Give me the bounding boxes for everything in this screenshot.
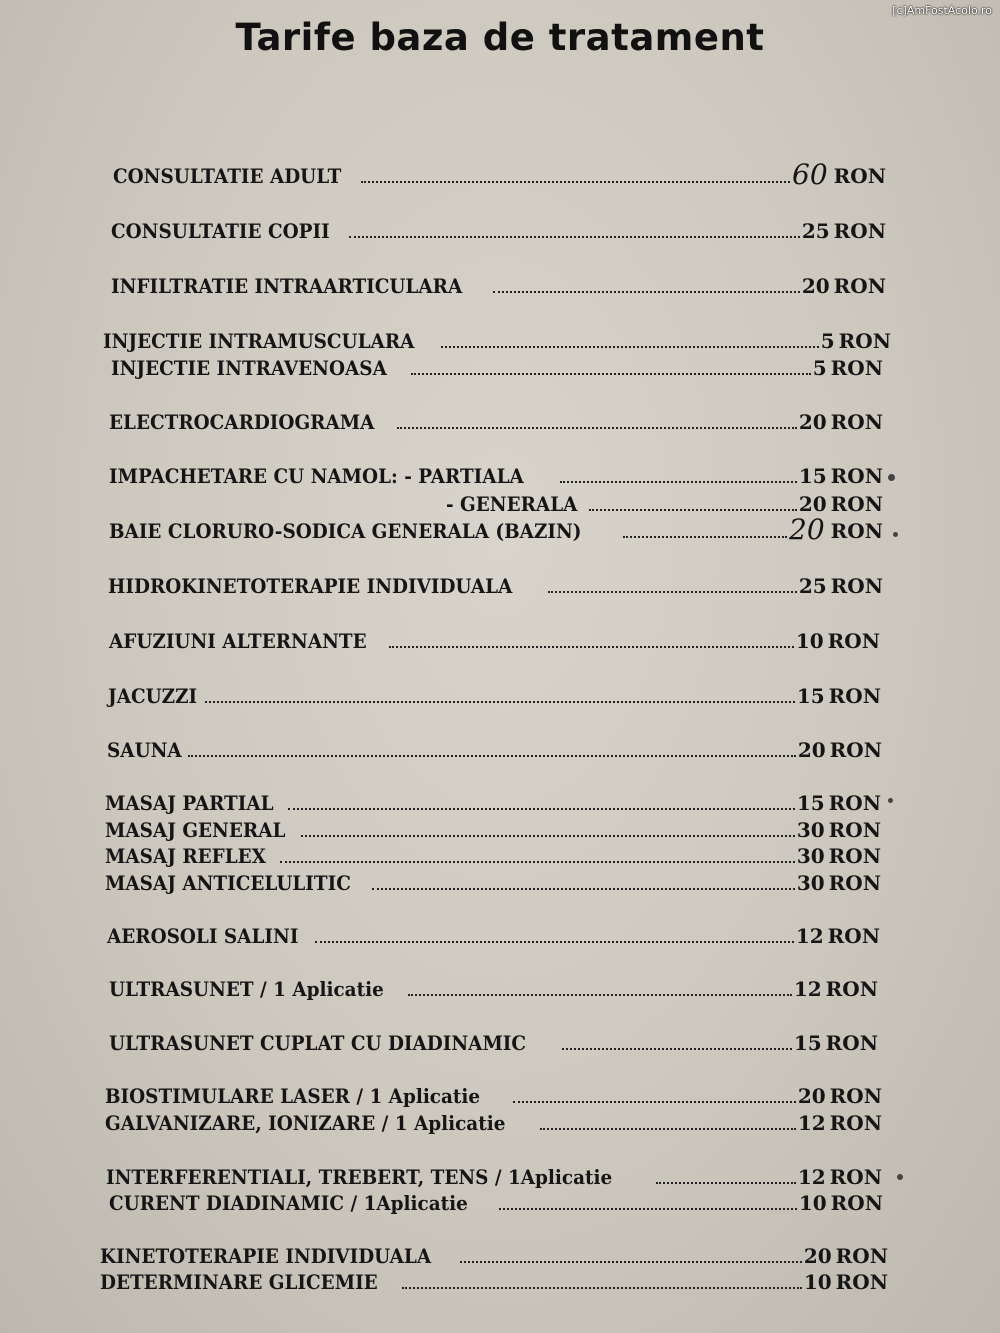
currency: RON: [827, 629, 880, 653]
dot-leader: [411, 373, 811, 375]
dot-leader: [548, 591, 797, 593]
price-value: 5: [812, 356, 827, 380]
service-label: BIOSTIMULARE LASER / 1 Aplicatie: [105, 1084, 481, 1108]
service-price: [802, 219, 886, 243]
price-value: 30: [796, 844, 825, 868]
price-value: 12: [793, 977, 822, 1001]
service-label: AFUZIUNI ALTERNANTE: [109, 629, 367, 653]
dot-leader: [408, 994, 792, 996]
service-label: AEROSOLI SALINI: [107, 924, 299, 948]
service-price: [802, 274, 886, 298]
price-row-jacuzzi: [108, 680, 881, 708]
price-value: 12: [795, 924, 824, 948]
currency: RON: [838, 329, 891, 353]
price-row-injectie-iv: [111, 352, 883, 380]
service-label: GALVANIZARE, IONIZARE / 1 Aplicatie: [105, 1111, 506, 1135]
currency: RON: [829, 1084, 882, 1108]
handwritten-price: 60: [792, 158, 828, 191]
service-label: MASAJ ANTICELULITIC: [105, 871, 351, 895]
service-price: [796, 629, 880, 653]
price-row-masaj-anticelulitic: [105, 867, 881, 895]
currency: RON: [828, 818, 881, 842]
dot-leader: [397, 427, 796, 429]
dot-leader: [562, 1048, 791, 1050]
price-row-impachetare-generala: [446, 488, 883, 516]
service-price: [789, 513, 883, 546]
dot-leader: [280, 861, 795, 863]
dot-leader: [315, 941, 794, 943]
service-price: [794, 977, 878, 1001]
dot-leader: [623, 536, 787, 538]
service-label: HIDROKINETOTERAPIE INDIVIDUALA: [108, 574, 513, 598]
dot-leader: [349, 236, 800, 238]
currency: RON: [825, 977, 878, 1001]
dot-leader: [499, 1208, 797, 1210]
currency: RON: [830, 574, 883, 598]
pen-mark: [893, 532, 898, 537]
price-value: 15: [796, 791, 825, 815]
service-label: SAUNA: [107, 738, 182, 762]
dot-leader: [188, 755, 796, 757]
service-label: CONSULTATIE COPII: [111, 219, 330, 243]
price-row-infiltratie: [111, 270, 886, 298]
price-row-injectie-im: [103, 325, 891, 353]
currency: RON: [828, 844, 881, 868]
service-price: [799, 574, 883, 598]
service-price: [797, 818, 881, 842]
service-price: [799, 1191, 883, 1215]
price-value: 20: [801, 274, 830, 298]
service-price: [798, 1111, 882, 1135]
currency: RON: [828, 871, 881, 895]
service-price: [799, 410, 883, 434]
price-value: 20: [803, 1244, 832, 1268]
service-price: [798, 738, 882, 762]
price-value: 12: [797, 1165, 826, 1189]
service-label: KINETOTERAPIE INDIVIDUALA: [100, 1244, 432, 1268]
price-value: 20: [797, 1084, 826, 1108]
dot-leader: [460, 1261, 802, 1263]
currency: RON: [830, 519, 883, 543]
dot-leader: [288, 808, 795, 810]
price-row-interferentiali: [106, 1161, 882, 1189]
currency: RON: [830, 356, 883, 380]
currency: RON: [830, 1191, 883, 1215]
service-price: [821, 329, 891, 353]
service-price: [799, 464, 883, 488]
price-row-ultrasunet: [109, 973, 878, 1001]
price-value: 20: [797, 738, 826, 762]
service-label: ULTRASUNET / 1 Aplicatie: [109, 977, 384, 1001]
currency: RON: [828, 791, 881, 815]
service-label: MASAJ PARTIAL: [105, 791, 274, 815]
price-value: 5: [820, 329, 835, 353]
currency: RON: [833, 164, 886, 188]
price-row-ultrasunet-diadinamic: [109, 1027, 878, 1055]
dot-leader: [389, 646, 794, 648]
currency: RON: [829, 1165, 882, 1189]
price-row-consultatie-copii: [111, 215, 886, 243]
service-label: INTERFERENTIALI, TREBERT, TENS / 1Aplicatie: [106, 1165, 613, 1189]
service-label: CURENT DIADINAMIC / 1Aplicatie: [109, 1191, 468, 1215]
price-row-biostimulare-laser: [105, 1080, 882, 1108]
service-label: CONSULTATIE ADULT: [113, 164, 342, 188]
pen-mark: [888, 474, 895, 481]
price-value: 15: [796, 684, 825, 708]
price-value: 10: [798, 1191, 827, 1215]
service-price: [798, 1084, 882, 1108]
currency: RON: [829, 738, 882, 762]
price-row-masaj-general: [105, 814, 881, 842]
service-label: INFILTRATIE INTRAARTICULARA: [111, 274, 463, 298]
currency: RON: [829, 1111, 882, 1135]
price-value: 30: [796, 871, 825, 895]
price-row-hidrokinetoterapie: [108, 570, 883, 598]
service-price: [796, 924, 880, 948]
service-price: [804, 1244, 888, 1268]
price-row-aerosoli: [107, 920, 880, 948]
service-label: MASAJ GENERAL: [105, 818, 286, 842]
service-label: ELECTROCARDIOGRAMA: [109, 410, 375, 434]
currency: RON: [833, 274, 886, 298]
price-row-galvanizare: [105, 1107, 882, 1135]
price-value: 20: [798, 410, 827, 434]
service-label: INJECTIE INTRAMUSCULARA: [103, 329, 415, 353]
price-row-masaj-partial: [105, 787, 881, 815]
price-value: 15: [798, 464, 827, 488]
dot-leader: [560, 481, 797, 483]
currency: RON: [825, 1031, 878, 1055]
price-row-afuziuni: [109, 625, 880, 653]
service-price: [804, 1270, 888, 1294]
price-value: 25: [801, 219, 830, 243]
price-value: 10: [803, 1270, 832, 1294]
dot-leader: [361, 181, 790, 183]
price-value: 30: [796, 818, 825, 842]
dot-leader: [402, 1287, 802, 1289]
price-row-sauna: [107, 734, 882, 762]
currency: RON: [835, 1270, 888, 1294]
currency: RON: [830, 410, 883, 434]
watermark: [c]AmFostAcolo.ro: [892, 4, 992, 17]
currency: RON: [835, 1244, 888, 1268]
price-value: 12: [797, 1111, 826, 1135]
dot-leader: [656, 1182, 796, 1184]
currency: RON: [833, 219, 886, 243]
price-row-masaj-reflex: [105, 840, 881, 868]
service-label: ULTRASUNET CUPLAT CU DIADINAMIC: [109, 1031, 527, 1055]
dot-leader: [372, 888, 795, 890]
price-row-impachetare-partiala: [109, 460, 883, 488]
price-row-curent-diadinamic: [109, 1187, 883, 1215]
pen-mark: [897, 1174, 903, 1180]
price-row-consultatie-adult: [113, 158, 886, 191]
service-price: [798, 1165, 882, 1189]
currency: RON: [827, 924, 880, 948]
service-label: - GENERALA: [446, 492, 578, 516]
price-row-baie-cloruro-sodica: [109, 513, 883, 546]
service-price: [813, 356, 883, 380]
service-label: MASAJ REFLEX: [105, 844, 266, 868]
currency: RON: [828, 684, 881, 708]
service-price: [797, 844, 881, 868]
service-label: BAIE CLORURO-SODICA GENERALA (BAZIN): [109, 519, 582, 543]
service-price: [792, 158, 886, 191]
dot-leader: [540, 1128, 796, 1130]
price-value: 10: [795, 629, 824, 653]
service-price: [794, 1031, 878, 1055]
price-value: 25: [798, 574, 827, 598]
service-label: DETERMINARE GLICEMIE: [100, 1270, 378, 1294]
price-row-electrocardiograma: [109, 406, 883, 434]
dot-leader: [441, 346, 818, 348]
page-title: Tarife baza de tratament: [235, 16, 765, 59]
currency: RON: [830, 492, 883, 516]
currency: RON: [830, 464, 883, 488]
dot-leader: [301, 835, 795, 837]
dot-leader: [513, 1101, 796, 1103]
service-label: IMPACHETARE CU NAMOL: - PARTIALA: [109, 464, 524, 488]
price-row-glicemie: [100, 1266, 888, 1294]
handwritten-price: 20: [789, 513, 825, 546]
service-price: [797, 871, 881, 895]
service-price: [797, 791, 881, 815]
service-label: JACUZZI: [108, 684, 198, 708]
dot-leader: [589, 509, 797, 511]
service-label: INJECTIE INTRAVENOASA: [111, 356, 387, 380]
dot-leader: [205, 701, 795, 703]
price-row-kinetoterapie: [100, 1240, 888, 1268]
pen-mark: [888, 798, 893, 803]
price-value: 15: [793, 1031, 822, 1055]
service-price: [797, 684, 881, 708]
dot-leader: [493, 291, 800, 293]
price-value: 20: [798, 492, 827, 516]
